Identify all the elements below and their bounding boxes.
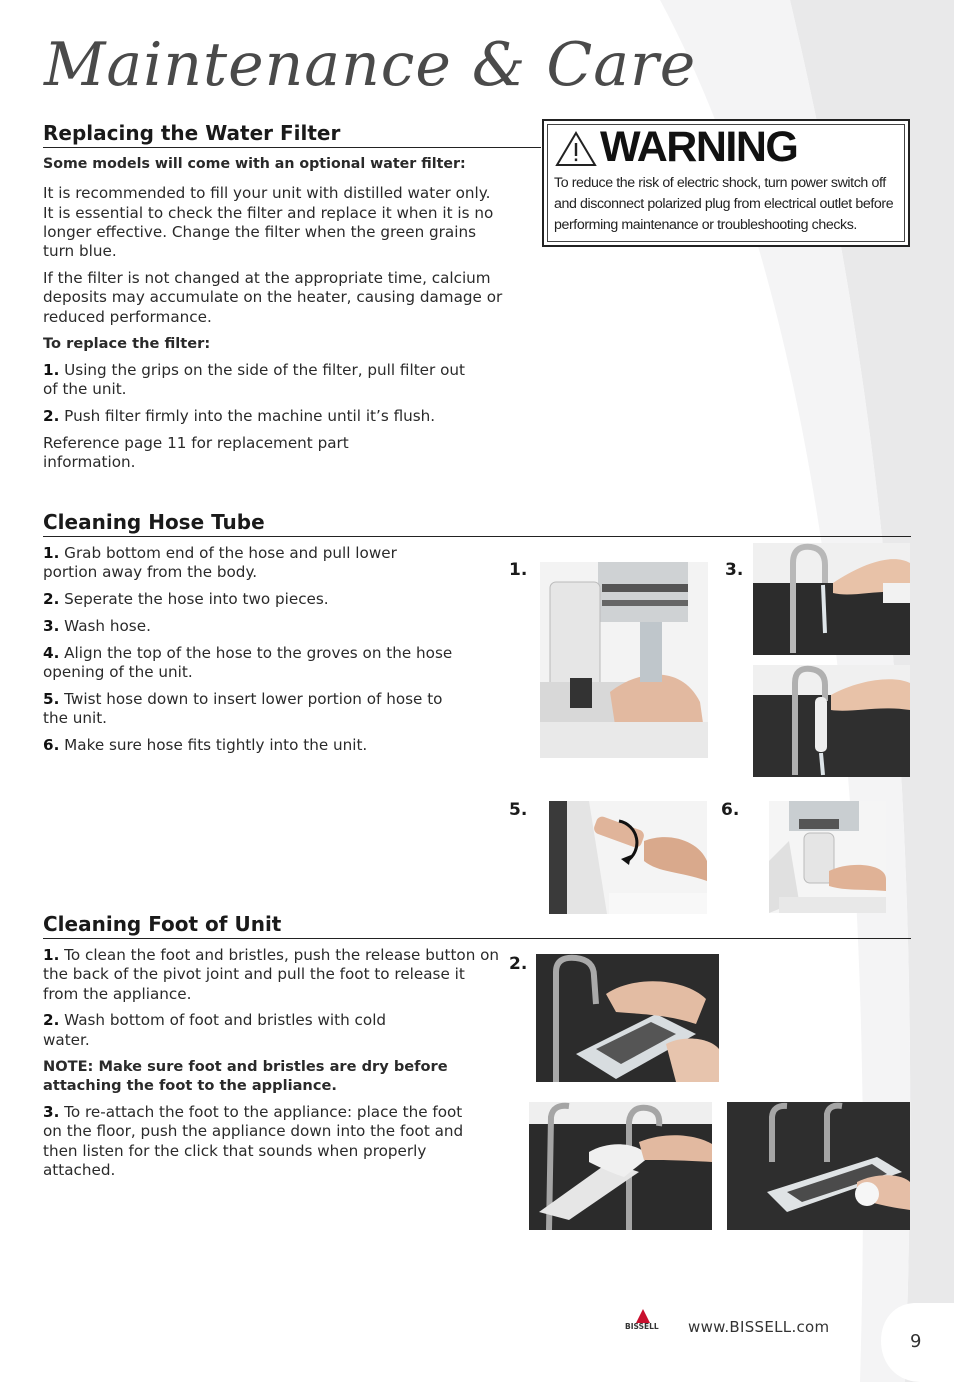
filter-para-1: It is recommended to fill your unit with distilled water only. It is essential to check the filter and replace it when it is no longer effective. Change the filter when the green grains turn blue.	[43, 184, 494, 261]
hose-step-3	[43, 617, 453, 636]
step-number: 1.	[43, 544, 60, 562]
step-number: 6.	[43, 735, 60, 754]
hose-photo-1	[540, 562, 708, 758]
foot-step-3	[43, 1103, 483, 1180]
warning-title: WARNING	[600, 123, 798, 171]
filter-reference: Reference page 11 for replacement part information.	[43, 434, 349, 472]
hose-photo-6	[769, 801, 886, 913]
filter-para-2: If the filter is not changed at the appropriate time, calcium deposits may accumulate on the heater, causing damage or reduced performance.	[43, 268, 503, 326]
warning-triangle-icon	[554, 130, 598, 168]
logo-text: BISSELL	[625, 1322, 659, 1331]
hose-steps	[43, 544, 453, 763]
foot-photo-2b	[529, 1102, 712, 1230]
foot-photo-2c	[727, 1102, 910, 1230]
step-text: Twist hose down to insert lower portion of hose to the unit.	[43, 689, 443, 728]
photo-label-6: 6.	[721, 800, 740, 820]
photo-label-2: 2.	[509, 954, 528, 974]
photo-label-5: 5.	[509, 800, 528, 820]
foot-photo-2a	[536, 954, 719, 1082]
replace-label-text: To replace the filter:	[43, 335, 211, 353]
warning-text: To reduce the risk of electric shock, turn power switch off and disconnect polarized plug from electrical outlet before performing maintenance or troubleshooting checks.	[554, 175, 894, 233]
step-text: Align the top of the hose to the groves on the hose opening of the unit.	[43, 643, 453, 681]
hose-photo-3a	[753, 543, 910, 655]
hose-photo-3b	[753, 665, 910, 777]
step-text: Using the grips on the side of the filter, pull filter out of the unit.	[43, 361, 465, 399]
foot-steps	[43, 946, 501, 1188]
filter-replace-label	[43, 334, 503, 353]
photo-label-3: 3.	[725, 560, 744, 580]
hose-step-2	[43, 590, 453, 609]
filter-heading: Replacing the Water Filter	[43, 121, 541, 148]
hose-heading: Cleaning Hose Tube	[43, 510, 911, 537]
step-text: Make sure hose fits tightly into the unit.	[64, 735, 368, 754]
warning-box	[542, 119, 910, 247]
hose-step-6	[43, 736, 453, 755]
step-number: 2.	[43, 407, 60, 426]
foot-heading: Cleaning Foot of Unit	[43, 912, 911, 939]
hose-step-5	[43, 690, 453, 729]
step-number: 2.	[43, 590, 60, 609]
step-number: 5.	[43, 689, 60, 708]
foot-note: NOTE: Make sure foot and bristles are dry before attaching the foot to the appliance.	[43, 1058, 448, 1095]
page-number: 9	[910, 1331, 922, 1352]
step-number: 1.	[43, 361, 60, 380]
hose-step-4	[43, 644, 453, 683]
filter-subheading: Some models will come with an optional water filter:	[43, 156, 466, 172]
hose-photo-5	[549, 801, 707, 914]
step-number: 2.	[43, 1011, 60, 1030]
step-text: To re-attach the foot to the appliance: place the foot on the floor, push the appliance down into the foot and then listen for the click that sounds when properly attached.	[43, 1102, 464, 1179]
filter-section	[43, 155, 503, 480]
step-text: Grab bottom end of the hose and pull lower portion away from the body.	[43, 544, 397, 582]
step-text: To clean the foot and bristles, push the release button on the back of the pivot joint and pull the foot to release it from the appliance.	[43, 946, 500, 1003]
foot-step-1	[43, 946, 501, 1004]
step-number: 1.	[43, 946, 60, 964]
step-text: Seperate the hose into two pieces.	[64, 590, 329, 609]
photo-label-1: 1.	[509, 560, 528, 580]
hose-step-1	[43, 544, 453, 583]
step-text: Wash hose.	[64, 616, 151, 635]
bissell-logo	[623, 1307, 673, 1331]
footer-url[interactable]: www.BISSELL.com	[688, 1318, 830, 1336]
step-text: Wash bottom of foot and bristles with cold water.	[43, 1011, 387, 1049]
foot-step-2	[43, 1011, 428, 1050]
step-number: 3.	[43, 616, 60, 635]
filter-step-1	[43, 361, 473, 400]
page-title: Maintenance & Care	[44, 30, 697, 100]
step-number: 4.	[43, 643, 60, 662]
step-text: Push filter firmly into the machine until it’s flush.	[64, 407, 436, 426]
filter-step-2	[43, 407, 438, 426]
step-number: 3.	[43, 1102, 60, 1121]
